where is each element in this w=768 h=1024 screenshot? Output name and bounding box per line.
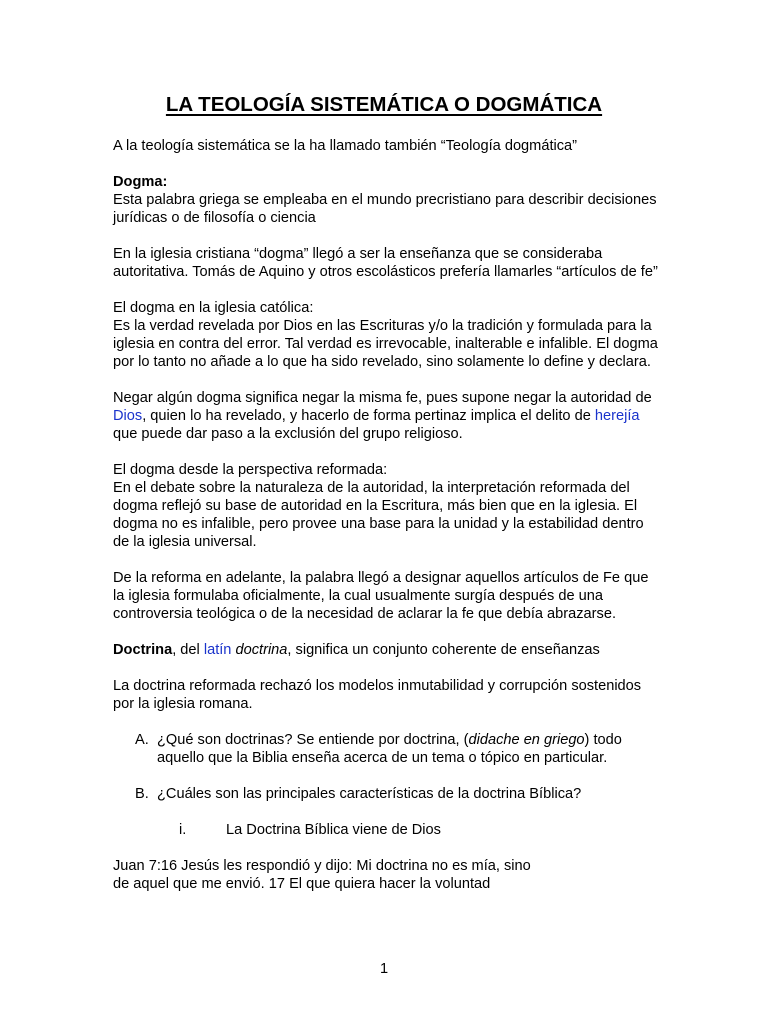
herejia-link[interactable]: herejía <box>594 408 640 424</box>
list-a-text-2: ) todo aquello que la Biblia enseña acerca de un tema o tópico en particular. <box>157 732 622 766</box>
reformed-doctrine-paragraph: La doctrina reformada rechazó los modelos inmutabilidad y corrupción sostenidos por la iglesia romana. <box>113 678 642 712</box>
doctrina-text-2: , significa un conjunto coherente de enseñanzas <box>287 642 600 658</box>
church-dogma-paragraph: En la iglesia cristiana “dogma” llegó a ser la enseñanza que se consideraba autoritativa. Tomás de Aquino y otros escolásticos prefería llamarles “artículos de fe” <box>113 246 658 280</box>
doctrina-term: Doctrina <box>113 642 173 658</box>
page-number: 1 <box>379 961 389 977</box>
dogma-heading-text: Dogma: <box>113 174 168 190</box>
deny-text-3: que puede dar paso a la exclusión del grupo religioso. <box>113 426 463 442</box>
deny-text-1: Negar algún dogma significa negar la misma fe, pues supone negar la autoridad de <box>113 390 652 406</box>
list-a-italic: didache en griego <box>468 732 585 748</box>
list-marker-b: B. <box>135 786 149 802</box>
list-content-a <box>157 731 658 767</box>
doctrina-text-1: , del <box>172 642 204 658</box>
doctrina-paragraph <box>113 641 658 659</box>
page-title: LA TEOLOGÍA SISTEMÁTICA O DOGMÁTICA <box>165 93 603 116</box>
list-marker-a: A. <box>135 732 149 748</box>
reform-onward-paragraph: De la reforma en adelante, la palabra llegó a designar aquellos artículos de Fe que la iglesia formulaba oficialmente, la cual usualmente surgía después de una controversia teológica o de la necesidad de aclarar la fe que debía abrazarse. <box>113 570 649 622</box>
document-body <box>113 137 658 911</box>
catholic-paragraph: Es la verdad revelada por Dios en las Escrituras y/o la tradición y formulada para la iglesia en contra del error. Tal verdad es irrevocable, inalterable e infalible. El dogma por lo tanto no añade a lo que ha sido revelado, sino solamente lo define y declara. <box>113 318 658 370</box>
latin-link[interactable]: latín <box>203 642 232 658</box>
sub-list-marker-i: i. <box>179 822 187 838</box>
catholic-heading: El dogma en la iglesia católica: <box>113 300 314 316</box>
reformed-paragraph: En el debate sobre la naturaleza de la autoridad, la interpretación reformada del dogma reflejó su base de autoridad en la Escritura, más bien que en la iglesia. El dogma no es infalible, pero provee una base para la unidad y la estabilidad dentro de la iglesia universal. <box>113 480 644 550</box>
list-content-b: ¿Cuáles son las principales características de la doctrina Bíblica? <box>157 786 582 802</box>
deny-dogma-paragraph <box>113 389 658 443</box>
doctrina-italic: doctrina <box>235 642 288 658</box>
intro-paragraph: A la teología sistemática se la ha llamado también “Teología dogmática” <box>113 138 578 154</box>
list-item-a <box>113 731 658 767</box>
reformed-heading: El dogma desde la perspectiva reformada: <box>113 462 388 478</box>
bible-quote: Juan 7:16 Jesús les respondió y dijo: Mi doctrina no es mía, sino de aquel que me envió. 17 El que quiera hacer la voluntad <box>113 858 531 892</box>
list-item-b <box>113 785 658 803</box>
sub-list-item-i <box>113 821 658 839</box>
list-a-text-1: ¿Qué son doctrinas? Se entiende por doctrina, ( <box>157 732 469 748</box>
dios-link[interactable]: Dios <box>113 408 143 424</box>
sub-list-content-i: La Doctrina Bíblica viene de Dios <box>226 822 441 838</box>
dogma-heading <box>113 173 658 191</box>
deny-text-2: , quien lo ha revelado, y hacerlo de forma pertinaz implica el delito de <box>142 408 595 424</box>
dogma-definition: Esta palabra griega se empleaba en el mundo precristiano para describir decisiones jurídicas o de filosofía o ciencia <box>113 192 657 226</box>
